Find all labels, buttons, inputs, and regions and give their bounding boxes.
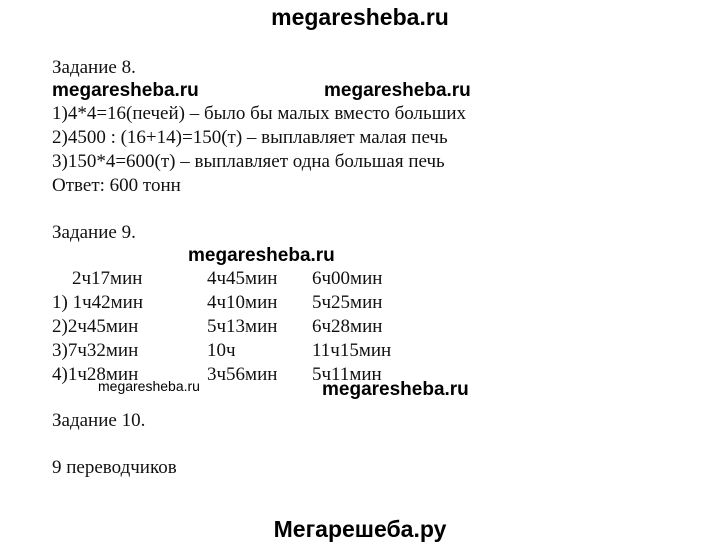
time-row [52, 316, 472, 338]
time-cell: 1) 1ч42мин [52, 292, 143, 313]
time-cell: 3ч56мин [207, 364, 278, 385]
time-cell: 4)1ч28мин [52, 364, 139, 385]
time-cell: 5ч25мин [312, 292, 383, 313]
watermark: megaresheba.ru [322, 379, 469, 400]
task9-title: Задание 9. [52, 222, 136, 243]
watermark: megaresheba.ru [52, 80, 199, 101]
time-cell: 2)2ч45мин [52, 316, 139, 337]
time-cell: 3)7ч32мин [52, 340, 139, 361]
time-cell: 11ч15мин [312, 340, 392, 361]
time-cell: 4ч45мин [207, 268, 278, 289]
time-row [52, 292, 472, 314]
site-header: megaresheba.ru [271, 4, 449, 30]
task8-line: 1)4*4=16(печей) – было бы малых вместо больших [52, 103, 466, 124]
time-cell: 6ч28мин [312, 316, 383, 337]
task8-line: 2)4500 : (16+14)=150(т) – выплавляет малая печь [52, 127, 448, 148]
task8-answer: Ответ: 600 тонн [52, 175, 181, 196]
time-row [52, 268, 472, 290]
task8-line: 3)150*4=600(т) – выплавляет одна большая печь [52, 151, 445, 172]
time-cell: 10ч [207, 340, 236, 361]
time-cell: 4ч10мин [207, 292, 278, 313]
time-row [52, 340, 472, 362]
site-footer: Мегарешеба.ру [273, 516, 447, 542]
time-cell: 6ч00мин [312, 268, 383, 289]
watermark: megaresheba.ru [98, 378, 200, 394]
time-cell: 2ч17мин [72, 268, 143, 289]
task10-title: Задание 10. [52, 410, 146, 431]
watermark: megaresheba.ru [324, 80, 471, 101]
watermark: megaresheba.ru [188, 245, 335, 266]
time-cell: 5ч13мин [207, 316, 278, 337]
task10-answer: 9 переводчиков [52, 457, 177, 478]
time-cell: 5ч11мин [312, 364, 382, 385]
task8-title: Задание 8. [52, 57, 136, 78]
